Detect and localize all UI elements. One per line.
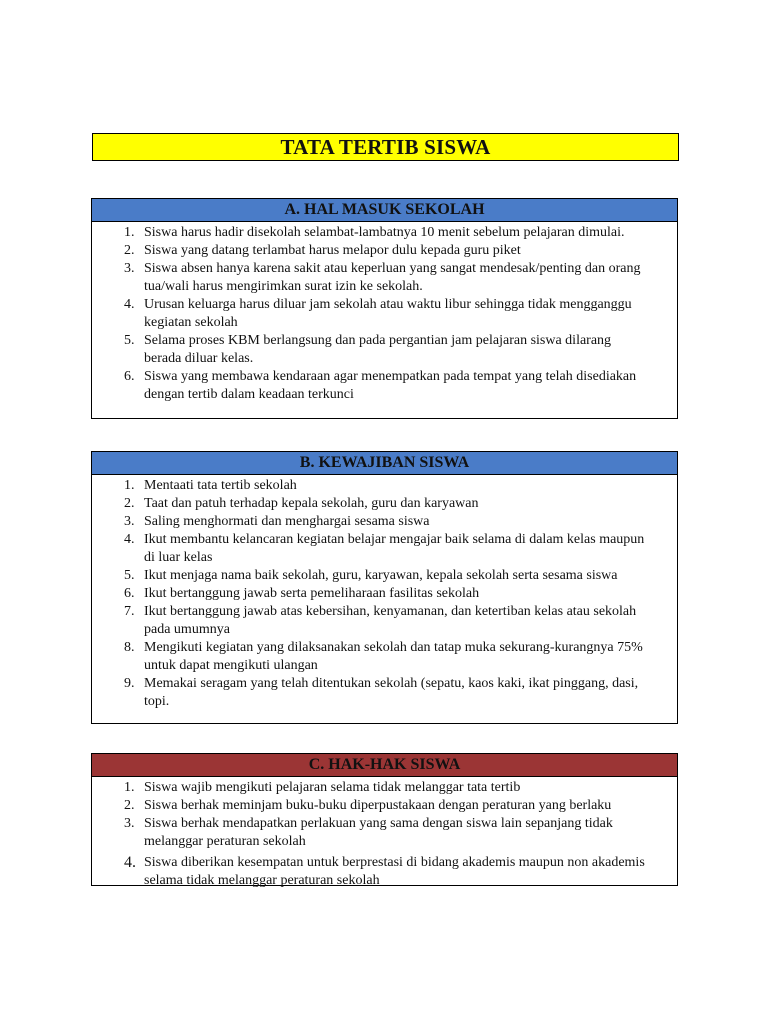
item-text: Ikut menjaga nama baik sekolah, guru, karyawan, kepala sekolah serta sesama siswa (144, 568, 618, 583)
item-text: Siswa berhak meminjam buku-buku diperpustakaan dengan peraturan yang berlaku (144, 798, 612, 813)
list-item (92, 242, 677, 260)
item-number: 4. (124, 854, 136, 871)
item-number: 4. (124, 532, 135, 547)
item-number: 9. (124, 676, 135, 691)
item-text: Siswa yang datang terlambat harus melapor dulu kepada guru piket (144, 243, 521, 258)
list-item (92, 639, 677, 675)
page-title: TATA TERTIB SISWA (92, 133, 679, 161)
item-number: 1. (124, 225, 135, 240)
item-text: Memakai seragam yang telah ditentukan sekolah (sepatu, kaos kaki, ikat pinggang, dasi, topi. (144, 676, 639, 709)
section-heading: C. HAK-HAK SISWA (92, 754, 677, 777)
list-item (92, 531, 677, 567)
list-item (92, 585, 677, 603)
rule-list (92, 475, 677, 715)
item-number: 1. (124, 478, 135, 493)
list-item (92, 779, 677, 797)
list-item (92, 368, 677, 404)
item-text: Siswa absen hanya karena sakit atau keperluan yang sangat mendesak/penting dan orang tua/wali harus mengirimkan surat izin ke sekolah. (144, 261, 641, 294)
item-text: Taat dan patuh terhadap kepala sekolah, guru dan karyawan (144, 496, 479, 511)
list-item (92, 260, 677, 296)
item-number: 2. (124, 243, 135, 258)
item-number: 4. (124, 297, 135, 312)
section-hal-masuk-sekolah (91, 198, 678, 419)
item-text: Siswa harus hadir disekolah selambat-lambatnya 10 menit sebelum pelajaran dimulai. (144, 225, 625, 240)
rule-list (92, 777, 677, 894)
item-text: Urusan keluarga harus diluar jam sekolah atau waktu libur sehingga tidak mengganggu kegiatan sekolah (144, 297, 632, 330)
item-number: 3. (124, 514, 135, 529)
item-text: Mentaati tata tertib sekolah (144, 478, 297, 493)
item-number: 2. (124, 798, 135, 813)
rule-list (92, 222, 677, 408)
item-text: Siswa yang membawa kendaraan agar menempatkan pada tempat yang telah disediakan dengan tertib dalam keadaan terkunci (144, 369, 637, 402)
item-number: 7. (124, 604, 135, 619)
item-number: 8. (124, 640, 135, 655)
list-item (92, 224, 677, 242)
item-text: Saling menghormati dan menghargai sesama siswa (144, 514, 430, 529)
list-item (92, 567, 677, 585)
item-text: Siswa wajib mengikuti pelajaran selama tidak melanggar tata tertib (144, 780, 521, 795)
item-number: 6. (124, 369, 135, 384)
list-item (92, 797, 677, 815)
item-text: Mengikuti kegiatan yang dilaksanakan sekolah dan tatap muka sekurang-kurangnya 75% untuk dapat mengikuti ulangan (144, 640, 643, 673)
list-item (92, 495, 677, 513)
list-item (92, 815, 677, 851)
item-text: Selama proses KBM berlangsung dan pada pergantian jam pelajaran siswa dilarang berada diluar kelas. (144, 333, 612, 366)
item-number: 5. (124, 568, 135, 583)
item-text: Siswa diberikan kesempatan untuk berprestasi di bidang akademis maupun non akademis selama tidak melanggar peraturan sekolah (144, 855, 645, 888)
list-item (92, 477, 677, 495)
section-heading: B. KEWAJIBAN SISWA (92, 452, 677, 475)
item-text: Ikut bertanggung jawab atas kebersihan, kenyamanan, dan ketertiban kelas atau sekolah pada umumnya (144, 604, 637, 637)
section-heading: A. HAL MASUK SEKOLAH (92, 199, 677, 222)
list-item (92, 603, 677, 639)
item-number: 6. (124, 586, 135, 601)
item-number: 3. (124, 261, 135, 276)
list-item (92, 296, 677, 332)
item-number: 3. (124, 816, 135, 831)
list-item (92, 854, 677, 890)
item-number: 2. (124, 496, 135, 511)
list-item (92, 675, 677, 711)
item-text: Siswa berhak mendapatkan perlakuan yang sama dengan siswa lain sepanjang tidak melanggar peraturan sekolah (144, 816, 613, 849)
item-text: Ikut bertanggung jawab serta pemeliharaan fasilitas sekolah (144, 586, 480, 601)
item-number: 1. (124, 780, 135, 795)
item-text: Ikut membantu kelancaran kegiatan belajar mengajar baik selama di dalam kelas maupun di luar kelas (144, 532, 645, 565)
item-number: 5. (124, 333, 135, 348)
list-item (92, 513, 677, 531)
section-kewajiban-siswa (91, 451, 678, 724)
list-item (92, 332, 677, 368)
section-hak-hak-siswa (91, 753, 678, 886)
